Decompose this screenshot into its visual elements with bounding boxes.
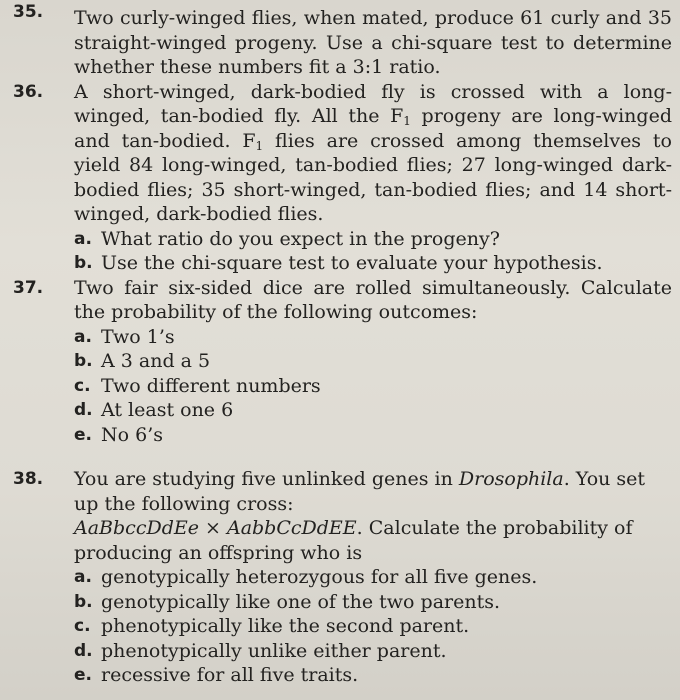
question-part	[74, 325, 672, 350]
genotype-parent-2: AabbCcDdEE	[226, 517, 357, 539]
part-letter: c.	[74, 616, 91, 636]
question-number: 36.	[13, 81, 44, 102]
part-letter: d.	[74, 400, 93, 420]
part-letter: d.	[74, 640, 93, 661]
part-text: genotypically heterozygous for all five genes.	[101, 566, 538, 588]
question-text	[74, 467, 672, 565]
part-text: At least one 6	[101, 399, 234, 421]
question-36	[13, 80, 672, 276]
text-segment: . Calculate the probability of producing an offspring who is	[74, 517, 633, 564]
subscript: 1	[255, 138, 264, 153]
question-part	[74, 639, 672, 664]
part-text: Two different numbers	[101, 374, 321, 397]
text-segment: . You set up the following cross:	[74, 468, 646, 515]
part-letter: e.	[74, 665, 92, 685]
question-part	[74, 663, 672, 688]
question-part	[74, 227, 672, 252]
part-text: What ratio do you expect in the progeny?	[101, 227, 500, 250]
text-segment: A short-winged, dark-bodied fly is crossed with a long-winged, tan-bodied fly. All the F	[74, 80, 672, 127]
part-text: Two 1’s	[101, 325, 175, 348]
question-part	[74, 565, 672, 590]
part-text: Use the chi-square test to evaluate your hypothesis.	[101, 252, 603, 274]
question-part	[74, 251, 672, 276]
genotype-parent-1: AaBbccDdEe	[74, 517, 199, 539]
question-part	[74, 590, 672, 615]
part-letter: c.	[74, 375, 91, 396]
question-text	[74, 80, 672, 227]
text-segment: progeny are long-winged and tan-bodied. F	[74, 105, 672, 152]
question-part	[74, 349, 672, 374]
part-letter: a.	[74, 228, 92, 249]
subscript: 1	[403, 114, 411, 128]
question-part	[74, 398, 672, 423]
question-part	[74, 423, 672, 448]
organism-name: Drosophila	[458, 468, 564, 490]
part-letter: b.	[74, 253, 93, 273]
question-text: Two curly-winged flies, when mated, produce 61 curly and 35 straight-winged progeny. Use a chi-square test to determine whether these numbers fit a 3:1 ratio.	[74, 7, 672, 78]
question-part	[74, 614, 672, 639]
part-letter: b.	[74, 351, 93, 371]
question-text: Two fair six-sided dice are rolled simultaneously. Calculate the probability of the following outcomes:	[74, 276, 672, 323]
question-38	[13, 467, 672, 688]
part-text: A 3 and a 5	[101, 350, 211, 372]
question-part	[74, 374, 672, 399]
part-text: phenotypically like the second parent.	[101, 615, 470, 637]
question-number: 35.	[13, 2, 44, 22]
question-number: 37.	[13, 277, 44, 298]
part-text: phenotypically unlike either parent.	[101, 639, 447, 662]
part-letter: b.	[74, 591, 93, 612]
question-number: 38.	[13, 469, 44, 489]
text-segment: You are studying five unlinked genes in	[74, 468, 459, 490]
part-letter: e.	[74, 424, 92, 445]
part-letter: a.	[74, 326, 92, 347]
part-text: genotypically like one of the two parents.	[101, 590, 501, 613]
question-35	[13, 0, 672, 80]
cross-symbol: ×	[198, 517, 227, 539]
part-text: recessive for all five traits.	[101, 664, 359, 686]
part-letter: a.	[74, 567, 92, 587]
part-text: No 6’s	[101, 423, 163, 446]
question-37	[13, 276, 672, 448]
text-segment: flies are crossed among themselves to yield 84 long-winged, tan-bodied flies; 27 long-winged dark-bodied flies; 35 short-winged, tan-bodied flies; and 14 short-winged, dark-bodied flies.	[74, 129, 672, 225]
